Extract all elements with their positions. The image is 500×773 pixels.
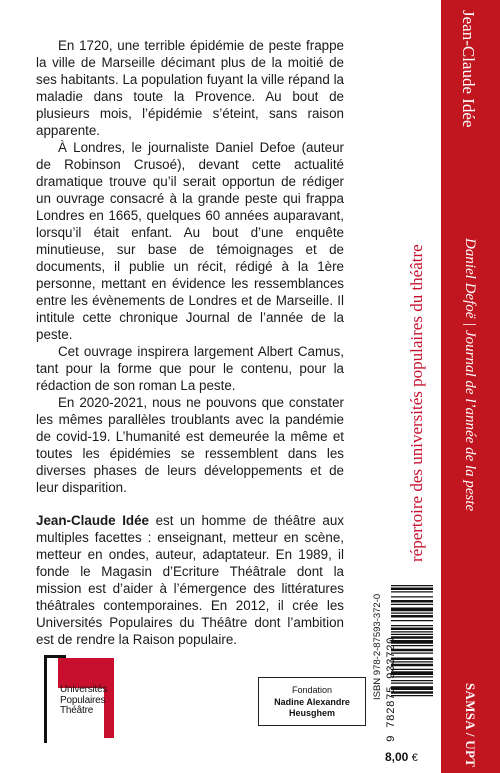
author-name: Jean-Claude Idée (36, 513, 149, 528)
logo-line-2: Populaires (60, 694, 106, 706)
barcode-bar (391, 588, 433, 591)
barcode (369, 583, 437, 743)
logo-text (60, 685, 122, 717)
barcode-bar (391, 596, 433, 597)
barcode-bar (391, 631, 433, 632)
barcode-bar (391, 591, 433, 592)
logo-vertical-bar (44, 655, 47, 743)
barcode-bar (391, 608, 433, 612)
paragraph-2: À Londres, le journaliste Daniel Defoe (auteur de Robinson Crusoé), devant cette actualité dramatique trouve qu’il serait opportun de rédiger un ouvrage consacré à la grande peste qui frappa Londres en 1665, quelques 60 années auparavant, lorsqu’il était enfant. Au bout d’une enquête minutieuse, sur base de témoignages et de documents, il publie un récit, rédigé à la 1ère personne, mettant en évidence les ressemblances entre les évènements de Londres et de Marseille. Il intitule cette chronique Journal de l’année de la peste. (36, 140, 344, 342)
logo-line-1: Universités (60, 684, 108, 695)
spine-publisher: SAMSA / UPT (463, 683, 478, 768)
barcode-bar (391, 625, 433, 626)
barcode-bar (391, 585, 433, 586)
barcode-bar (391, 613, 433, 614)
logo-line-3: Théâtre (60, 705, 94, 716)
isbn-text: ISBN 978-2-87593-372-0 (372, 593, 383, 700)
author-bio (36, 512, 344, 648)
upt-logo (44, 655, 130, 743)
price-value: 8,00 (385, 750, 409, 764)
paragraph-3: Cet ouvrage inspirera largement Albert Camus, tant pour la forme que pour le contenu, pour la rédaction de son roman La peste. (36, 344, 344, 393)
spine-author: Jean-Claude Idée (459, 10, 478, 128)
back-cover-text (36, 37, 344, 648)
barcode-bar (391, 628, 433, 631)
author-bio-text: est un homme de théâtre aux multiples facettes : enseignant, metteur en scène, metteur en ondes, auteur, adaptateur. En 1989, il fonde le Magasin d’Ecriture Théâtrale dont la mission est d’aider à l’émergence des littératures théâtrales contemporaines. En 2012, il crée les Universités Populaires du Théâtre dont l’ambition est de rendre la Raison populaire. (36, 513, 345, 647)
paragraph-1: En 1720, une terrible épidémie de peste frappe la ville de Marseille décimant plus de la moitié de ses habitants. La population fuyant la ville répand la maladie dans toute la Provence. Au bout de plusieurs mois, l’épidémie s’éteint, sans raison apparente. (36, 38, 344, 138)
paragraph-4: En 2020-2021, nous ne pouvons que constater les mêmes parallèles troublants avec la pandémie de covid-19. L’humanité est demeurée la même et toutes les épidémies se ressemblent dans les diverses phases de leurs développements et de leur disparition. (36, 395, 344, 495)
series-title: répertoire des universités populaires du théâtre (407, 244, 426, 562)
fondation-label: Fondation (291, 685, 333, 695)
barcode-bar (391, 620, 433, 621)
fondation-name-2: Heusghem (288, 708, 335, 718)
barcode-bar (391, 600, 433, 603)
barcode-bar (391, 634, 433, 635)
barcode-bar (391, 604, 433, 605)
spine-title: Daniel Defoë | Journal de l’année de la peste (462, 238, 478, 512)
fondation-box (258, 677, 366, 726)
barcode-bar (391, 615, 433, 618)
ean-digits: 9 782875 933720 (386, 636, 398, 742)
fondation-name-1: Nadine Alexandre (274, 696, 350, 707)
price (385, 750, 418, 764)
price-currency: € (411, 752, 418, 764)
